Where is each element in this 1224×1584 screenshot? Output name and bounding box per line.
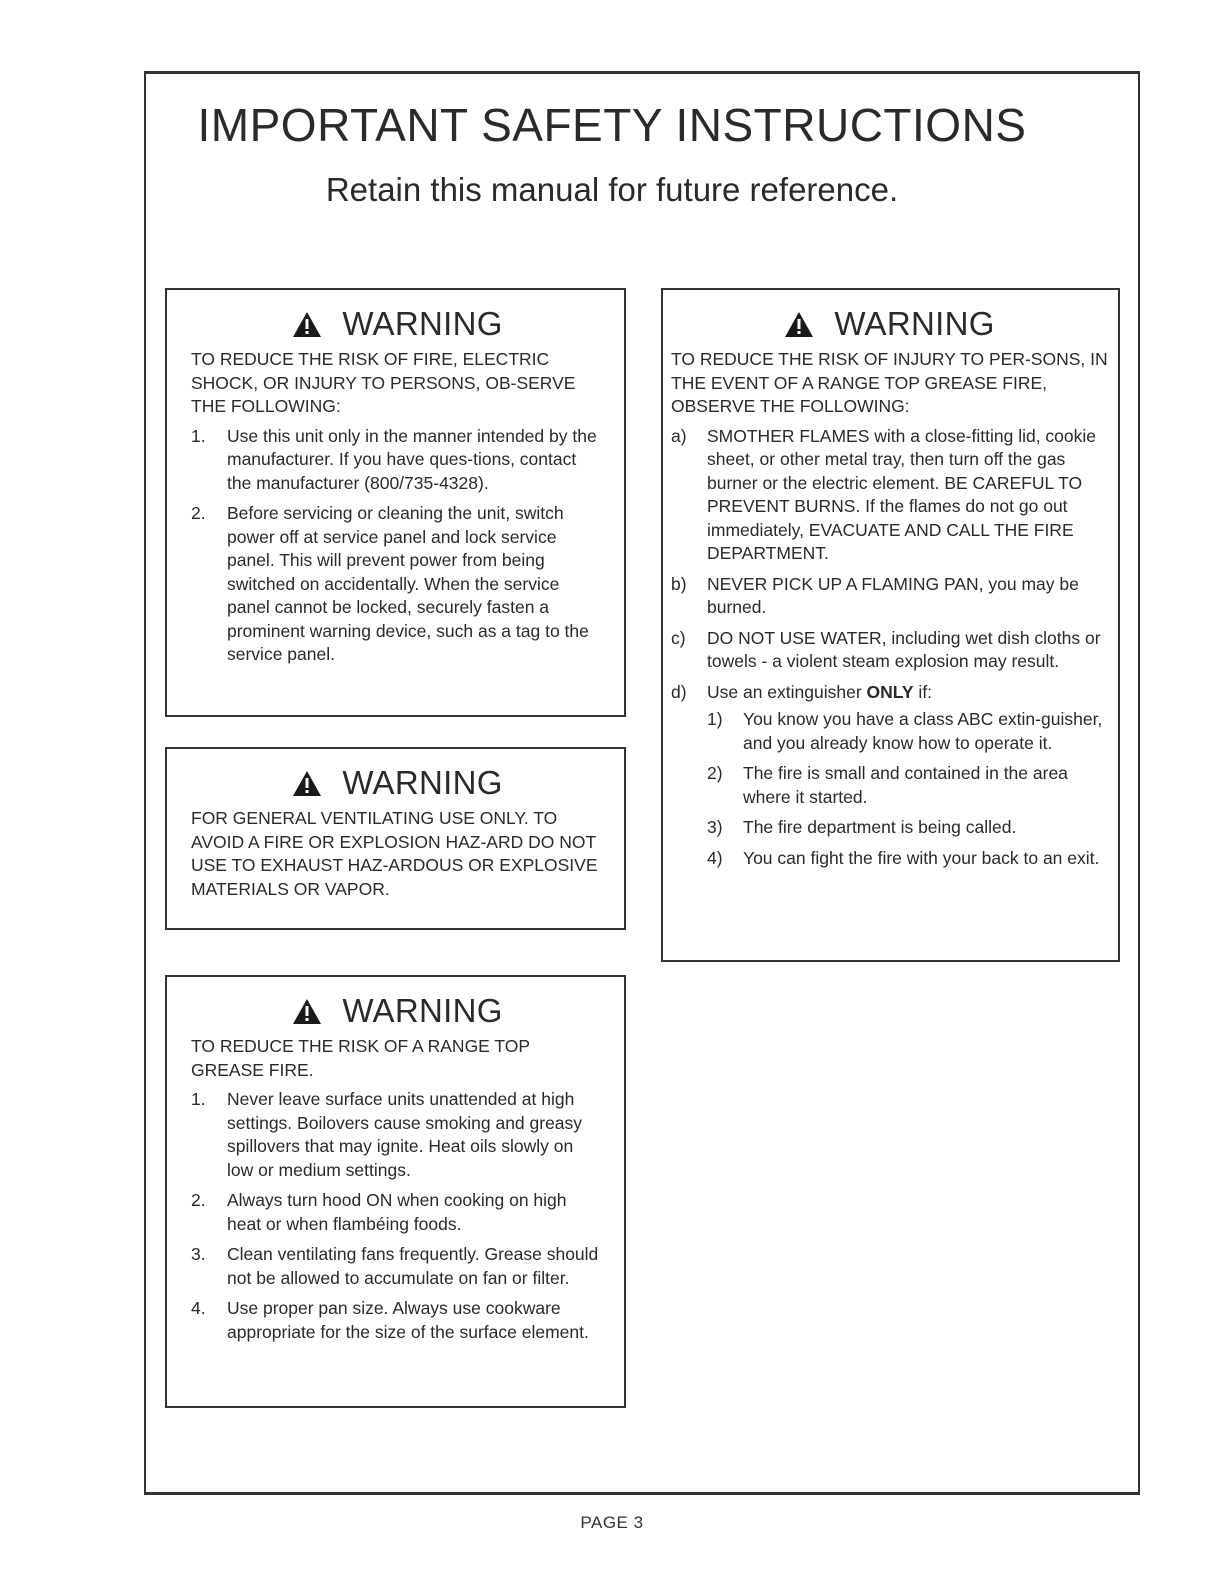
list-item: [671, 627, 1108, 674]
list-marker: 1.: [191, 1089, 206, 1109]
list-item: [671, 681, 1108, 878]
list-item: [191, 502, 604, 667]
list-item: [191, 425, 604, 496]
warning-title: WARNING: [342, 992, 503, 1029]
list-item-text: Clean ventilating fans frequently. Grease should not be allowed to accumulate on fan or filter.: [227, 1244, 599, 1288]
sub-list-item-text: You can fight the fire with your back to an exit.: [743, 847, 1100, 868]
list-marker: d): [671, 681, 687, 702]
warning-triangle-icon: [292, 311, 322, 338]
warning-item-list: [671, 425, 1108, 878]
list-marker: b): [671, 573, 687, 594]
warning-box-ventilating: [165, 747, 626, 930]
list-item-text: Always turn hood ON when cooking on high heat or when flambéing foods.: [227, 1190, 567, 1234]
sub-item-list: [707, 708, 1108, 870]
list-marker: 2.: [191, 1190, 206, 1210]
item-text-after: if:: [913, 681, 933, 702]
warning-lead-text: TO REDUCE THE RISK OF INJURY TO PER-SONS, IN THE EVENT OF A RANGE TOP GREASE FIRE, OBSERVE THE FOLLOWING:: [671, 349, 1108, 416]
sub-list-marker: 4): [707, 847, 723, 868]
warning-heading: [191, 306, 604, 342]
sub-list-marker: 2): [707, 763, 723, 783]
sub-list-item-text: You know you have a class ABC extin-guisher, and you already know how to operate it.: [743, 709, 1103, 753]
warning-box-range-top-fire: [661, 288, 1120, 962]
item-text-before: Use an extinguisher: [707, 681, 867, 702]
warning-lead-text: TO REDUCE THE RISK OF A RANGE TOP GREASE FIRE.: [191, 1036, 530, 1080]
list-item-text: [707, 681, 1108, 878]
warning-box-grease-fire: [165, 975, 626, 1408]
list-item-text: Before servicing or cleaning the unit, switch power off at service panel and lock service panel. This will prevent power from being switched on accidentally. When the service panel cannot be locked, securely fasten a prominent warning device, such as a tag to the service panel.: [227, 503, 589, 664]
list-item: [191, 1088, 604, 1182]
warning-title: WARNING: [834, 305, 995, 342]
warning-heading: [191, 993, 604, 1029]
page-number: PAGE 3: [580, 1513, 644, 1532]
sub-list-item: [707, 762, 1108, 809]
list-marker: 1.: [191, 425, 206, 446]
warning-triangle-icon: [784, 311, 814, 338]
list-marker: 2.: [191, 503, 206, 523]
list-item-text: Never leave surface units unattended at high settings. Boilovers cause smoking and greasy spillovers that may ignite. Heat oils slowly on low or medium settings.: [227, 1089, 583, 1180]
list-item: [671, 425, 1108, 566]
list-marker: 3.: [191, 1244, 206, 1264]
warning-heading: [671, 306, 1108, 342]
warning-triangle-icon: [292, 998, 322, 1025]
sub-list-item: [707, 708, 1108, 755]
list-item: [191, 1243, 604, 1290]
list-item-text: Use this unit only in the manner intended by the manufacturer. If you have ques-tions, contact the manufacturer (800/735-4328).: [227, 425, 597, 493]
warning-lead-text: FOR GENERAL VENTILATING USE ONLY. TO AVOID A FIRE OR EXPLOSION HAZ-ARD DO NOT USE TO EXHAUST HAZ-ARDOUS OR EXPLOSIVE MATERIALS OR VAPOR.: [191, 808, 598, 899]
sub-list-marker: 3): [707, 817, 723, 837]
page-subtitle: Retain this manual for future reference.: [325, 171, 899, 208]
list-item: [191, 1297, 604, 1344]
list-marker: 4.: [191, 1298, 206, 1318]
warning-item-list: [191, 1088, 604, 1344]
list-item-text: Use proper pan size. Always use cookware appropriate for the size of the surface element.: [227, 1298, 589, 1342]
list-item-text: DO NOT USE WATER, including wet dish cloths or towels - a violent steam explosion may result.: [707, 627, 1101, 671]
sub-list-item: [707, 816, 1108, 840]
warning-lead-text: TO REDUCE THE RISK OF FIRE, ELECTRIC SHOCK, OR INJURY TO PERSONS, OB-SERVE THE FOLLOWING:: [191, 349, 576, 416]
warning-item-list: [191, 425, 604, 667]
list-item-text: SMOTHER FLAMES with a close-fitting lid, cookie sheet, or other metal tray, then turn off the gas burner or the electric element. BE CAREFUL TO PREVENT BURNS. If the flames do not go out immediately, EVACUATE AND CALL THE FIRE DEPARTMENT.: [707, 425, 1097, 563]
warning-title: WARNING: [342, 305, 503, 342]
page-title: IMPORTANT SAFETY INSTRUCTIONS: [197, 99, 1027, 151]
list-item: [191, 1189, 604, 1236]
list-marker: c): [671, 627, 686, 648]
list-marker: a): [671, 425, 687, 446]
list-item: [671, 573, 1108, 620]
warning-triangle-icon: [292, 770, 322, 797]
warning-heading: [191, 765, 604, 801]
list-item-text: NEVER PICK UP A FLAMING PAN, you may be burned.: [707, 573, 1079, 617]
sub-list-marker: 1): [707, 709, 723, 729]
sub-list-item: [707, 847, 1108, 871]
warning-title: WARNING: [342, 764, 503, 801]
sub-list-item-text: The fire department is being called.: [743, 817, 1017, 837]
sub-list-item-text: The fire is small and contained in the area where it started.: [743, 763, 1068, 807]
warning-box-fire-shock: [165, 288, 626, 717]
item-text-emphasis: ONLY: [866, 681, 914, 702]
